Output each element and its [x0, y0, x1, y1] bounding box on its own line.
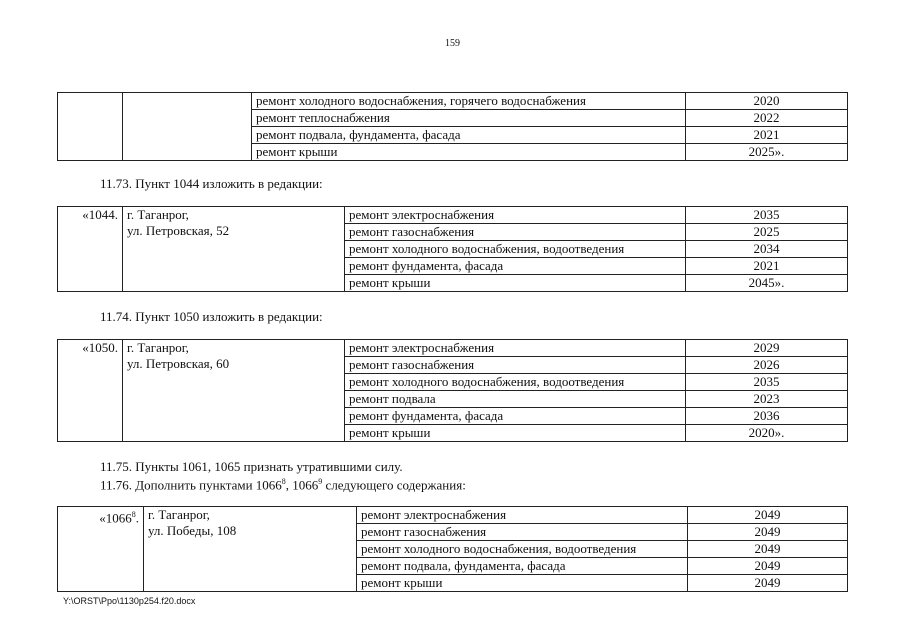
year-cell: 2035	[686, 207, 848, 224]
page-number: 159	[445, 38, 460, 49]
year-cell: 2036	[686, 408, 848, 425]
work-cell: ремонт фундамента, фасада	[345, 408, 686, 425]
year-cell: 2021	[686, 127, 848, 144]
work-cell: ремонт холодного водоснабжения, горячего водоснабжения	[252, 93, 686, 110]
address-street: ул. Петровская, 52	[127, 223, 230, 238]
superscript: 8	[281, 477, 286, 486]
address-cell	[144, 507, 357, 592]
work-cell: ремонт электроснабжения	[357, 507, 688, 524]
item-number-end: .	[135, 510, 139, 526]
item-number: «1044.	[58, 207, 123, 292]
superscript: 9	[318, 477, 323, 486]
address-cell	[123, 207, 345, 292]
address-city: г. Таганрог,	[127, 207, 189, 222]
paragraph-11-74: 11.74. Пункт 1050 изложить в редакции:	[100, 309, 323, 324]
year-cell: 2049	[688, 558, 848, 575]
paragraph-text: следующего содержания:	[322, 477, 466, 493]
work-cell: ремонт подвала, фундамента, фасада	[357, 558, 688, 575]
work-cell: ремонт электроснабжения	[345, 340, 686, 357]
year-cell: 2020».	[686, 425, 848, 442]
table-item-1050	[57, 339, 848, 442]
address-city: г. Таганрог,	[148, 507, 210, 522]
paragraph-11-76	[100, 477, 466, 493]
address-street: ул. Петровская, 60	[127, 356, 230, 371]
work-cell: ремонт газоснабжения	[345, 224, 686, 241]
table-item-1066	[57, 506, 848, 592]
file-path-footer: Y:\ORST\Ppo\1130p254.f20.docx	[63, 596, 196, 606]
year-cell: 2022	[686, 110, 848, 127]
year-cell: 2021	[686, 258, 848, 275]
work-cell: ремонт крыши	[345, 425, 686, 442]
year-cell: 2025	[686, 224, 848, 241]
work-cell: ремонт крыши	[252, 144, 686, 161]
year-cell: 2045».	[686, 275, 848, 292]
year-cell: 2049	[688, 524, 848, 541]
year-cell: 2035	[686, 374, 848, 391]
table-row	[58, 93, 848, 110]
superscript: 8	[131, 510, 136, 519]
work-cell: ремонт крыши	[357, 575, 688, 592]
table-item-1044	[57, 206, 848, 292]
year-cell: 2026	[686, 357, 848, 374]
paragraph-text: , 1066	[285, 477, 319, 493]
year-cell: 2020	[686, 93, 848, 110]
table-continued	[57, 92, 848, 161]
year-cell: 2034	[686, 241, 848, 258]
year-cell: 2025».	[686, 144, 848, 161]
year-cell: 2029	[686, 340, 848, 357]
item-number: «1050.	[58, 340, 123, 442]
work-cell: ремонт теплоснабжения	[252, 110, 686, 127]
paragraph-text: 11.76. Дополнить пунктами 1066	[100, 477, 282, 493]
paragraph-11-73: 11.73. Пункт 1044 изложить в редакции:	[100, 176, 323, 191]
work-cell: ремонт холодного водоснабжения, водоотведения	[345, 241, 686, 258]
work-cell: ремонт газоснабжения	[357, 524, 688, 541]
work-cell: ремонт электроснабжения	[345, 207, 686, 224]
year-cell: 2049	[688, 507, 848, 524]
work-cell: ремонт подвала, фундамента, фасада	[252, 127, 686, 144]
work-cell: ремонт фундамента, фасада	[345, 258, 686, 275]
work-cell: ремонт газоснабжения	[345, 357, 686, 374]
item-number-text: «1066	[99, 510, 132, 526]
year-cell: 2049	[688, 541, 848, 558]
year-cell: 2023	[686, 391, 848, 408]
paragraph-11-75: 11.75. Пункты 1061, 1065 признать утратившими силу.	[100, 459, 403, 474]
address-city: г. Таганрог,	[127, 340, 189, 355]
address-street: ул. Победы, 108	[148, 523, 237, 538]
item-number	[58, 507, 144, 592]
work-cell: ремонт холодного водоснабжения, водоотведения	[345, 374, 686, 391]
year-cell: 2049	[688, 575, 848, 592]
table-row	[58, 207, 848, 224]
table-row	[58, 507, 848, 524]
address-cell	[123, 340, 345, 442]
work-cell: ремонт холодного водоснабжения, водоотведения	[357, 541, 688, 558]
work-cell: ремонт крыши	[345, 275, 686, 292]
work-cell: ремонт подвала	[345, 391, 686, 408]
table-row	[58, 340, 848, 357]
